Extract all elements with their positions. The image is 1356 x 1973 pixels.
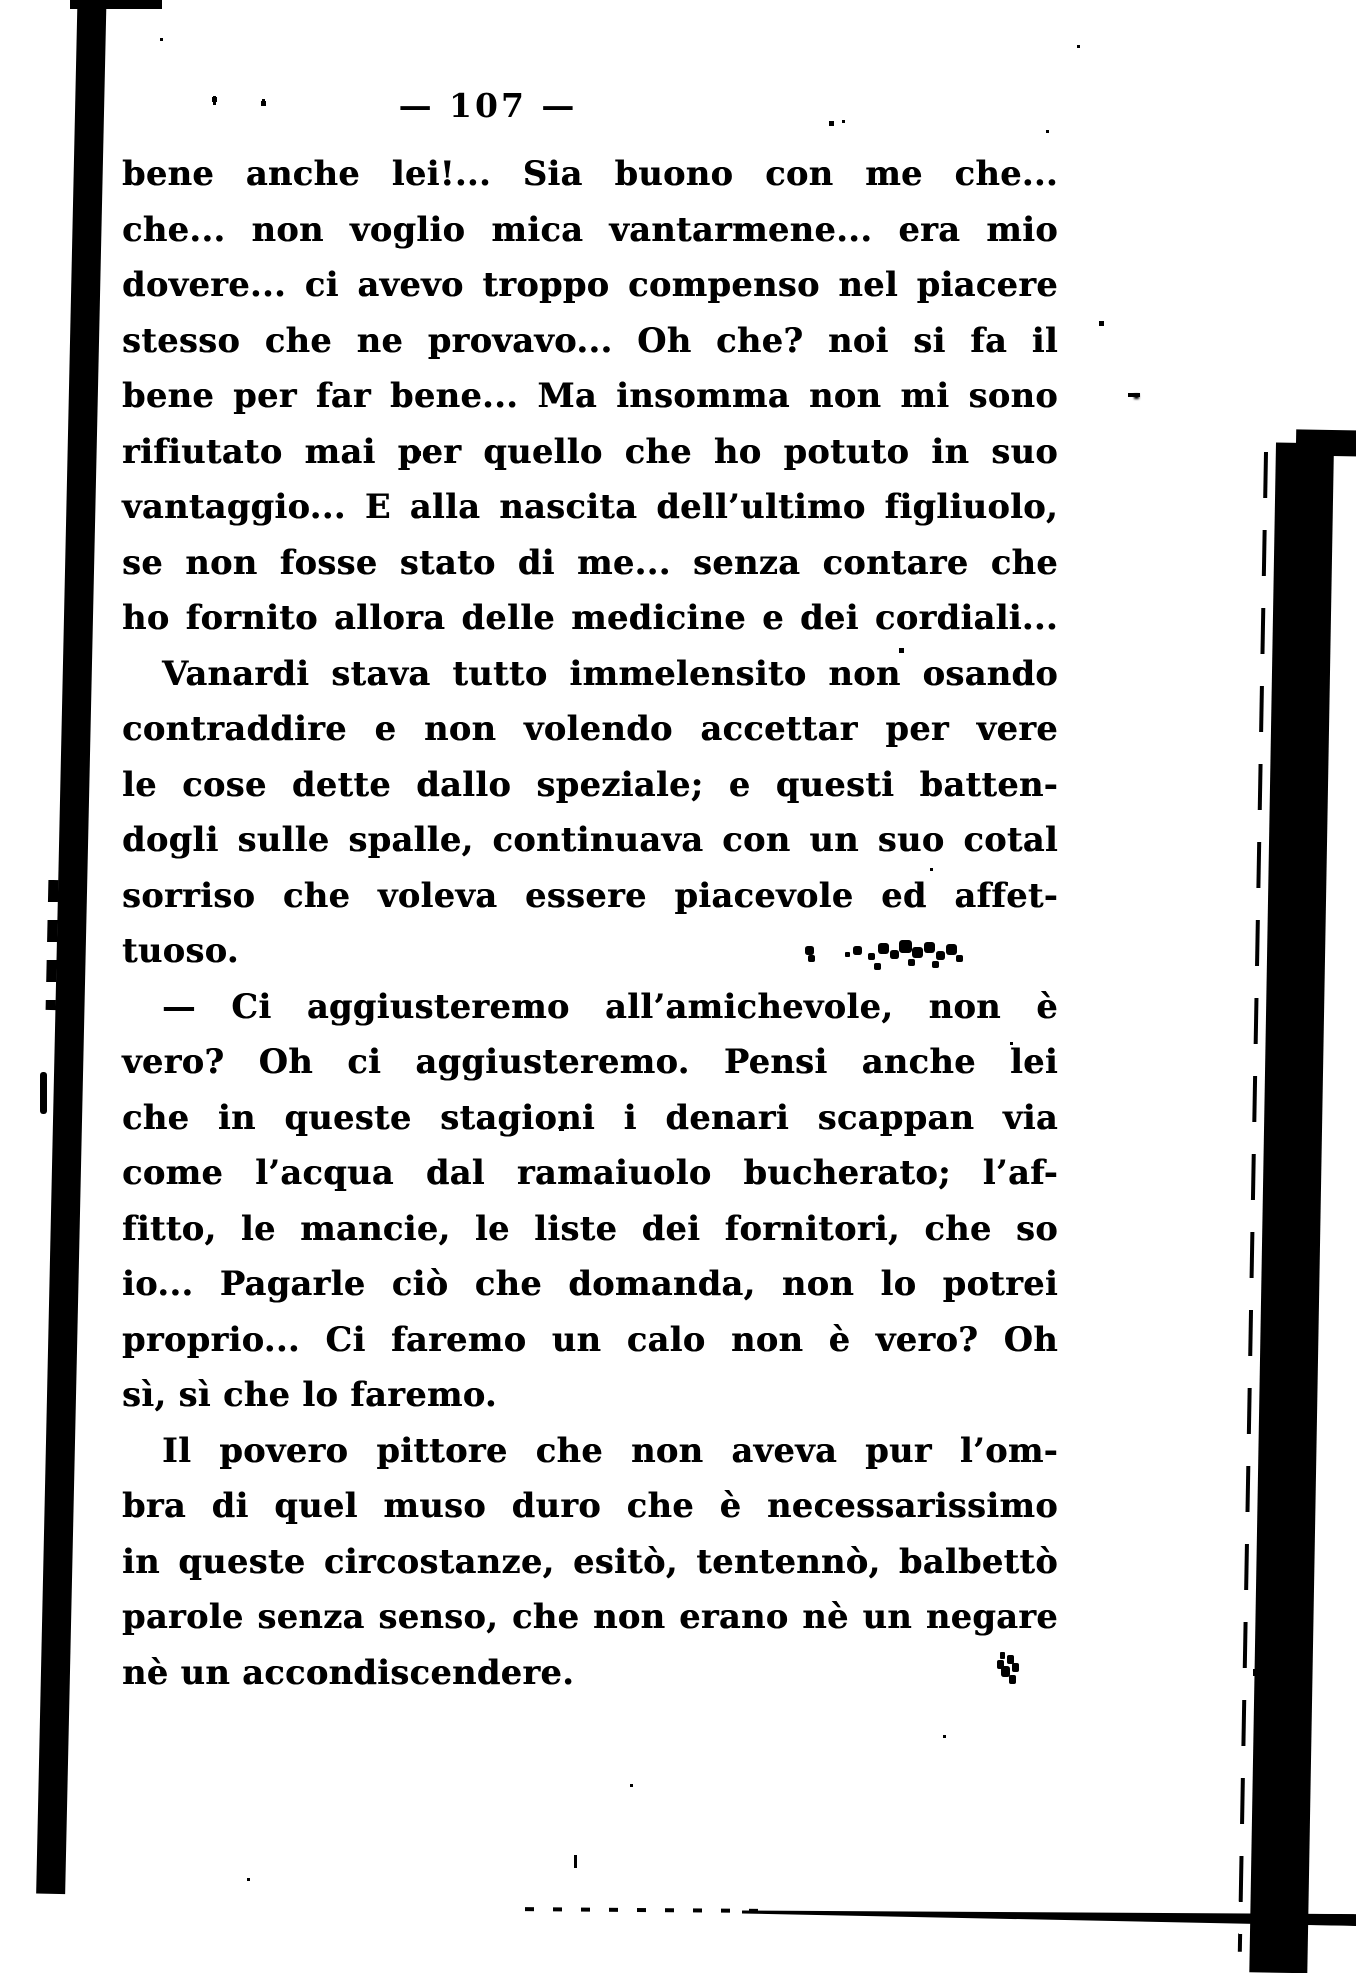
right-bar-top-cap [1296,429,1356,456]
top-left-scan-mark [70,0,162,9]
text-line: bene anche lei!... Sia buono con me che... [122,154,1058,193]
text-line: in queste circostanze, esitò, tentennò, balbettò [122,1541,1058,1581]
text-line: vero? Oh ci aggiusteremo. Pensi anche lei [122,1042,1058,1081]
ink-speck [160,38,163,41]
text-line: Il povero pittore che non aveva pur l’om- [162,1430,1058,1470]
text-line: parole senza senso, che non erano nè un negare [122,1597,1058,1636]
ink-smudge [1000,1652,1005,1659]
text-line: bene per far bene... Ma insomma non mi sono [122,376,1058,415]
text-line: vantaggio... E alla nascita dell’ultimo figliuolo, [122,487,1058,526]
text-line: proprio... Ci faremo un calo non è vero? Oh [122,1319,1058,1359]
text-line: Vanardi stava tutto immelensito non osando [162,653,1058,693]
text-line: come l’acqua dal ramaiuolo bucherato; l’af- [122,1153,1058,1192]
text-line: contraddire e non volendo accettar per vere [122,709,1058,748]
text-line: — Ci aggiusteremo all’amichevole, non è [162,986,1058,1026]
text-line: tuoso. [122,931,239,970]
text-line: stesso che ne provavo... Oh che? noi si fa il [122,320,1058,360]
text-line: che in queste stagioni i denari scappan via [122,1097,1058,1137]
text-line: bra di quel muso duro che è necessarissimo [122,1486,1058,1525]
page-number: — 107 — [398,86,578,125]
text-line: rifiutato mai per quello che ho potuto in suo [122,431,1058,471]
left-margin-ink-mark [40,1072,47,1114]
text-line: dogli sulle spalle, continuava con un suo cotal [122,820,1058,859]
bottom-edge-dotted-line [525,1907,760,1913]
text-line: nè un accondiscendere. [122,1652,575,1692]
text-line: se non fosse stato di me... senza contare che [122,542,1058,582]
text-line: fitto, le mancie, le liste dei fornitori, che so [122,1208,1058,1248]
page-text [122,146,1058,1700]
ink-speck [1128,393,1140,397]
ink-speck [262,99,265,106]
text-line: io... Pagarle ciò che domanda, non lo potrei [122,1264,1058,1303]
ink-speck [213,96,216,105]
ink-speck [574,1855,577,1868]
text-line: dovere... ci avevo troppo compenso nel piacere [122,265,1058,304]
text-line: sorriso che voleva essere piacevole ed affet- [122,875,1058,915]
text-line: che... non voglio mica vantarmene... era mio [122,209,1058,249]
text-line: ho fornito allora delle medicine e dei cordiali... [122,598,1058,637]
text-line: le cose dette dallo speziale; e questi batten- [122,764,1058,804]
ink-smudge [845,952,850,957]
text-line: sì, sì che lo faremo. [122,1375,497,1414]
